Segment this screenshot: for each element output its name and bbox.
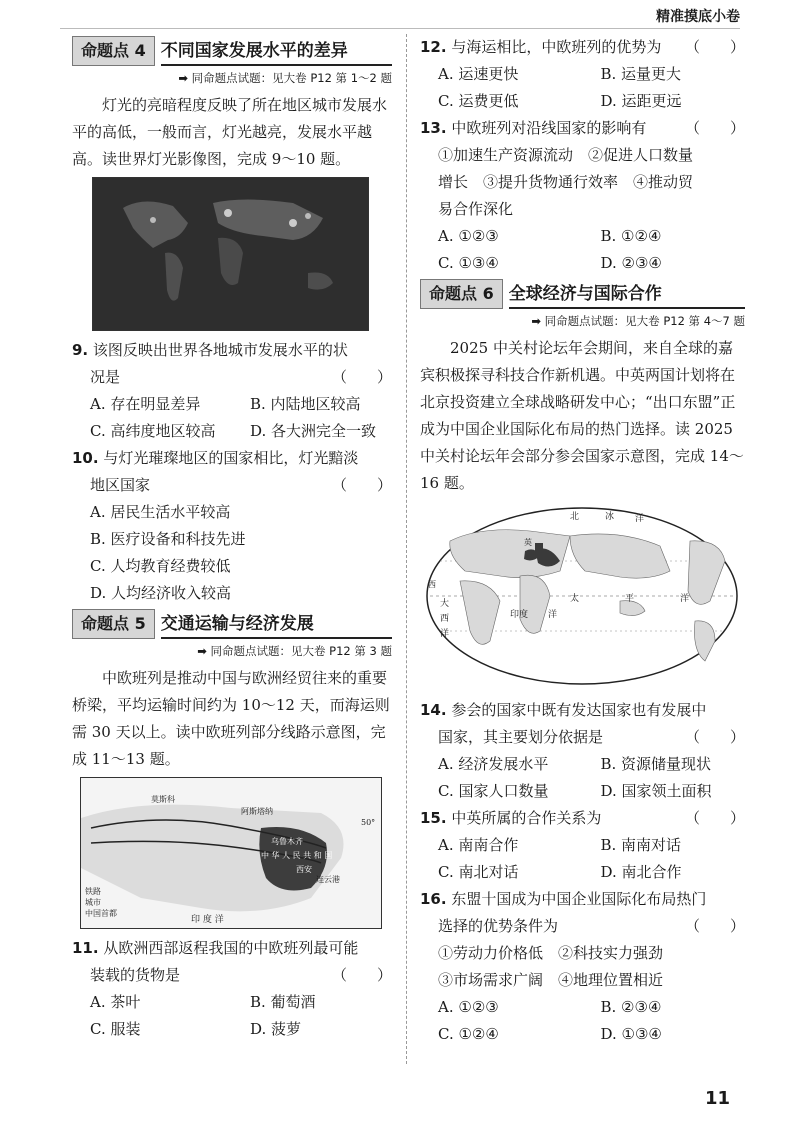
topic-6-heading	[420, 279, 745, 309]
option-b: B. 资源储量现状	[600, 755, 712, 773]
option-a: A. 南南合作	[438, 836, 519, 854]
world-lights-image	[92, 177, 369, 331]
option-a: A. 居民生活水平较高	[90, 503, 231, 521]
option-c: C. 服装	[90, 1020, 141, 1038]
question-11: 11. 从欧洲西部返程我国的中欧班列最可能 装载的货物是 （ ）	[72, 939, 392, 984]
question-15: 15. 中英所属的合作关系为 （ ）	[420, 809, 745, 827]
option-d: D. ①③④	[600, 1025, 662, 1043]
option-a: A. 经济发展水平	[438, 755, 549, 773]
option-b: B. ①②④	[600, 227, 662, 245]
map-label: 印度	[510, 610, 529, 620]
option-b: B. 运量更大	[600, 65, 682, 83]
question-12-options	[420, 61, 745, 115]
passage: 中欧班列是推动中国与欧洲经贸往来的重要桥梁，平均运输时间约为 10～12 天，而海运则需 30 天以上。读中欧班列部分线路示意图，完成 11～13 题。	[72, 669, 390, 768]
option-d: D. 南北合作	[600, 863, 682, 881]
map-label: 西安	[296, 865, 312, 874]
option-c: C. 高纬度地区较高	[90, 422, 216, 440]
map-label: 洋	[635, 514, 645, 524]
map-label: 大	[440, 599, 450, 609]
topic-4-heading	[72, 36, 392, 66]
option-d: D. 运距更远	[600, 92, 682, 110]
topic-title: 全球经济与国际合作	[509, 279, 745, 309]
world-participants-map	[420, 501, 745, 691]
question-11-options	[72, 989, 392, 1043]
map-label: 平	[625, 594, 635, 604]
reference-line: ➡ 同命题点试题：见大卷 P12 第 1～2 题	[178, 71, 392, 85]
question-10: 10. 与灯光璀璨地区的国家相比，灯光黯淡 地区国家 （ ）	[72, 449, 392, 494]
question-10-options	[72, 499, 392, 607]
page-number: 11	[704, 1088, 730, 1109]
map-label: 洋	[440, 629, 450, 639]
question-13-options	[420, 223, 745, 277]
topic-label: 命题点 6	[420, 279, 503, 309]
column-divider	[406, 34, 407, 1064]
map-label: 西	[440, 614, 450, 624]
reference-line: ➡ 同命题点试题：见大卷 P12 第 3 题	[197, 644, 392, 658]
map-label: 阿斯塔纳	[241, 807, 273, 816]
option-b: B. 医疗设备和科技先进	[90, 530, 246, 548]
map-label: 洋	[680, 594, 690, 604]
passage: 2025 中关村论坛年会期间，来自全球的嘉宾积极探寻科技合作新机遇。中英两国计划将在北京投资建立全球战略研发中心；“出口东盟”正成为中国企业国际化布局的热门选择。读 2025 中关村论坛年会部分参会国家示意图，完成 14～16 题。	[420, 339, 744, 492]
option-a: A. 运速更快	[438, 65, 519, 83]
option-a: A. 存在明显差异	[90, 395, 201, 413]
map-label: 莫斯科	[151, 795, 175, 804]
world-map-svg	[420, 501, 745, 691]
map-label: 北	[570, 512, 580, 522]
left-column	[72, 34, 392, 1043]
option-a: A. 茶叶	[90, 993, 141, 1011]
rail-route-map	[80, 777, 382, 929]
topic-title: 不同国家发展水平的差异	[161, 36, 392, 66]
option-b: B. 南南对话	[600, 836, 682, 854]
page-header-title: 精准摸底小卷	[656, 9, 740, 25]
rail-route-svg	[81, 778, 381, 928]
option-c: C. 国家人口数量	[438, 782, 549, 800]
world-lights-map	[93, 178, 368, 330]
question-9-options	[72, 391, 392, 445]
option-d: D. 各大洲完全一致	[250, 422, 377, 440]
option-c: C. ①②④	[438, 1025, 499, 1043]
arrow-icon: ➡	[197, 644, 207, 658]
option-a: A. ①②③	[438, 227, 499, 245]
option-d: D. ②③④	[600, 254, 662, 272]
question-15-options	[420, 832, 745, 886]
question-16: 16. 东盟十国成为中国企业国际化布局热门 选择的优势条件为 （ ）	[420, 890, 745, 935]
map-label: 太	[570, 594, 580, 604]
topic-label: 命题点 4	[72, 36, 155, 66]
reference-line: ➡ 同命题点试题：见大卷 P12 第 4～7 题	[531, 314, 745, 328]
map-label: 印 度 洋	[191, 915, 224, 925]
map-label: 洋	[548, 610, 558, 620]
question-14: 14. 参会的国家中既有发达国家也有发展中 国家，其主要划分依据是 （ ）	[420, 701, 745, 746]
option-d: D. 国家领土面积	[600, 782, 712, 800]
option-c: C. 人均教育经费较低	[90, 557, 231, 575]
option-c: C. 南北对话	[438, 863, 519, 881]
question-14-options	[420, 751, 745, 805]
passage: 灯光的亮暗程度反映了所在地区城市发展水平的高低，一般而言，灯光越亮，发展水平越高。读世界灯光影像图，完成 9～10 题。	[72, 96, 388, 168]
topic-label: 命题点 5	[72, 609, 155, 639]
map-label: 冰	[605, 512, 615, 522]
option-b: B. ②③④	[600, 998, 662, 1016]
header-rule	[60, 28, 740, 29]
map-label: 连云港	[316, 875, 340, 884]
map-legend: 铁路 城市 中国首都	[85, 887, 117, 918]
arrow-icon: ➡	[531, 314, 542, 328]
map-label: 乌鲁木齐	[271, 837, 303, 846]
arrow-icon: ➡	[178, 71, 189, 85]
option-d: D. 人均经济收入较高	[90, 584, 232, 602]
option-a: A. ①②③	[438, 998, 499, 1016]
question-16-statements: ①劳动力价格低 ②科技实力强劲 ③市场需求广阔 ④地理位置相近	[438, 944, 664, 989]
question-16-options	[420, 994, 745, 1048]
question-13: 13. 中欧班列对沿线国家的影响有 （ ）	[420, 119, 745, 137]
option-b: B. 葡萄酒	[250, 993, 316, 1011]
question-12: 12. 与海运相比，中欧班列的优势为 （ ）	[420, 38, 745, 56]
option-c: C. 运费更低	[438, 92, 519, 110]
map-label: 西	[428, 580, 436, 589]
map-label: 50°	[361, 818, 376, 827]
map-label: 中 华 人 民 共 和 国	[261, 851, 333, 860]
option-d: D. 菠萝	[250, 1020, 302, 1038]
question-9: 9. 该图反映出世界各地城市发展水平的状 况是 （ ）	[72, 341, 392, 386]
right-column	[420, 34, 745, 1048]
topic-title: 交通运输与经济发展	[161, 609, 392, 639]
question-13-statements: ①加速生产资源流动 ②促进人口数量 增长 ③提升货物通行效率 ④推动贸 易合作深化	[438, 146, 694, 218]
topic-5-heading	[72, 609, 392, 639]
option-c: C. ①③④	[438, 254, 499, 272]
map-label: 英	[524, 538, 532, 547]
option-b: B. 内陆地区较高	[250, 395, 361, 413]
